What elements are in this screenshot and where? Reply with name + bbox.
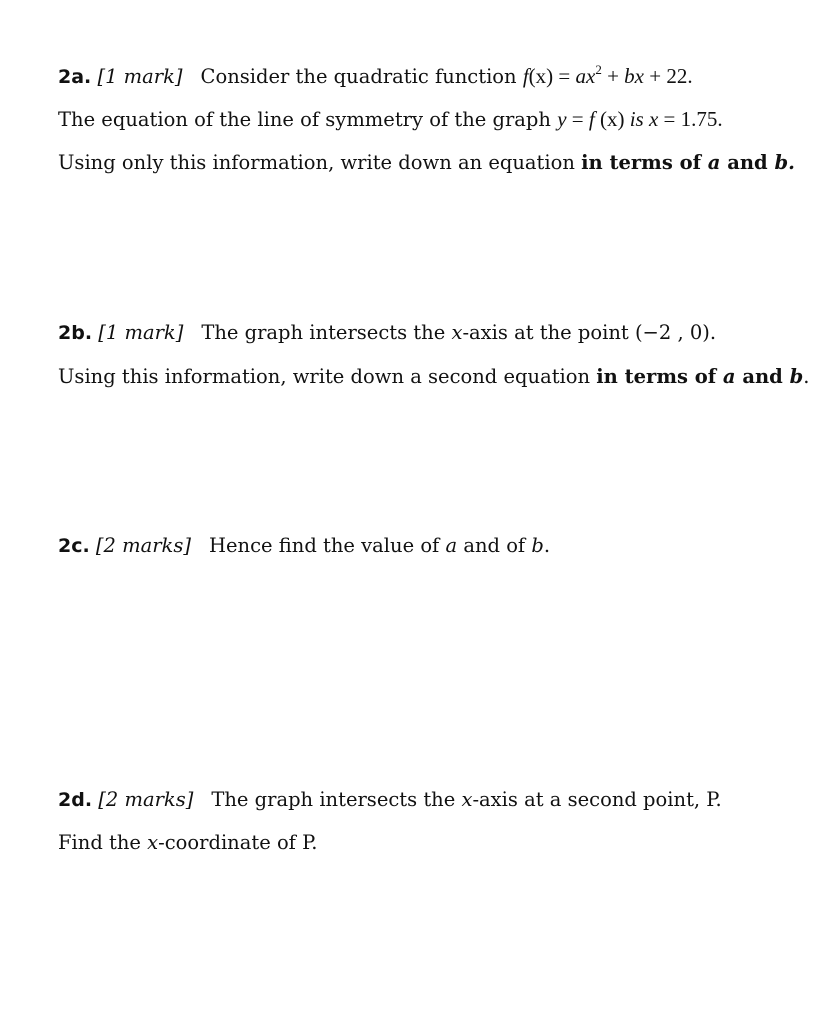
question-text: Consider the quadratic function — [200, 65, 517, 88]
marks-label: [1 mark] — [98, 321, 184, 344]
question-text: The graph intersects the — [211, 788, 456, 811]
variable-b: b — [531, 534, 544, 557]
variable-x: x — [147, 831, 159, 854]
question-text: Using this information, write down a second equation — [58, 365, 591, 388]
question-number: 2b. — [58, 322, 93, 344]
variable-x: x — [461, 788, 473, 811]
question-2a-line-2 — [58, 109, 723, 130]
symmetry-expression: y = f (x) is x = 1.75. — [557, 107, 723, 131]
marks-label: [2 marks] — [95, 534, 191, 557]
question-2b-line-1 — [58, 323, 716, 343]
question-text: The equation of the line of symmetry of the graph — [58, 108, 551, 131]
variable-x: x — [451, 321, 463, 344]
question-text: and of — [463, 534, 526, 557]
function-expression: $f(x) = ax^2$ + bx + 22. — [522, 62, 693, 88]
question-2d-line-2 — [58, 833, 317, 853]
question-2c-line-1: 2c. [2 marks] Hence find the value of a and of b. — [58, 534, 551, 557]
emphasis-text: in terms of a and b — [596, 365, 804, 388]
question-text: The graph intersects the — [201, 321, 446, 344]
question-2b-line-2: Using this information, write down a second equation in terms of a and b. — [58, 365, 810, 388]
question-text: -axis at a second point, P. — [472, 788, 722, 811]
question-text: -axis at the point (−2 , 0). — [462, 321, 717, 344]
question-2d-line-1 — [58, 790, 722, 810]
question-2a-line-3 — [58, 153, 795, 173]
question-number: 2c. — [58, 535, 90, 557]
marks-label: [2 marks] — [98, 788, 194, 811]
question-text: -coordinate of P. — [158, 831, 318, 854]
question-number: 2a. — [58, 66, 92, 88]
question-number: 2d. — [58, 789, 93, 811]
question-text: Hence find the value of — [209, 534, 440, 557]
marks-label: [1 mark] — [97, 65, 183, 88]
question-text: Using only this information, write down an equation — [58, 151, 575, 174]
question-text: Find the — [58, 831, 141, 854]
question-2a-line-1 — [58, 62, 693, 88]
emphasis-text: in terms of a and b. — [581, 151, 795, 174]
variable-a: a — [445, 534, 458, 557]
